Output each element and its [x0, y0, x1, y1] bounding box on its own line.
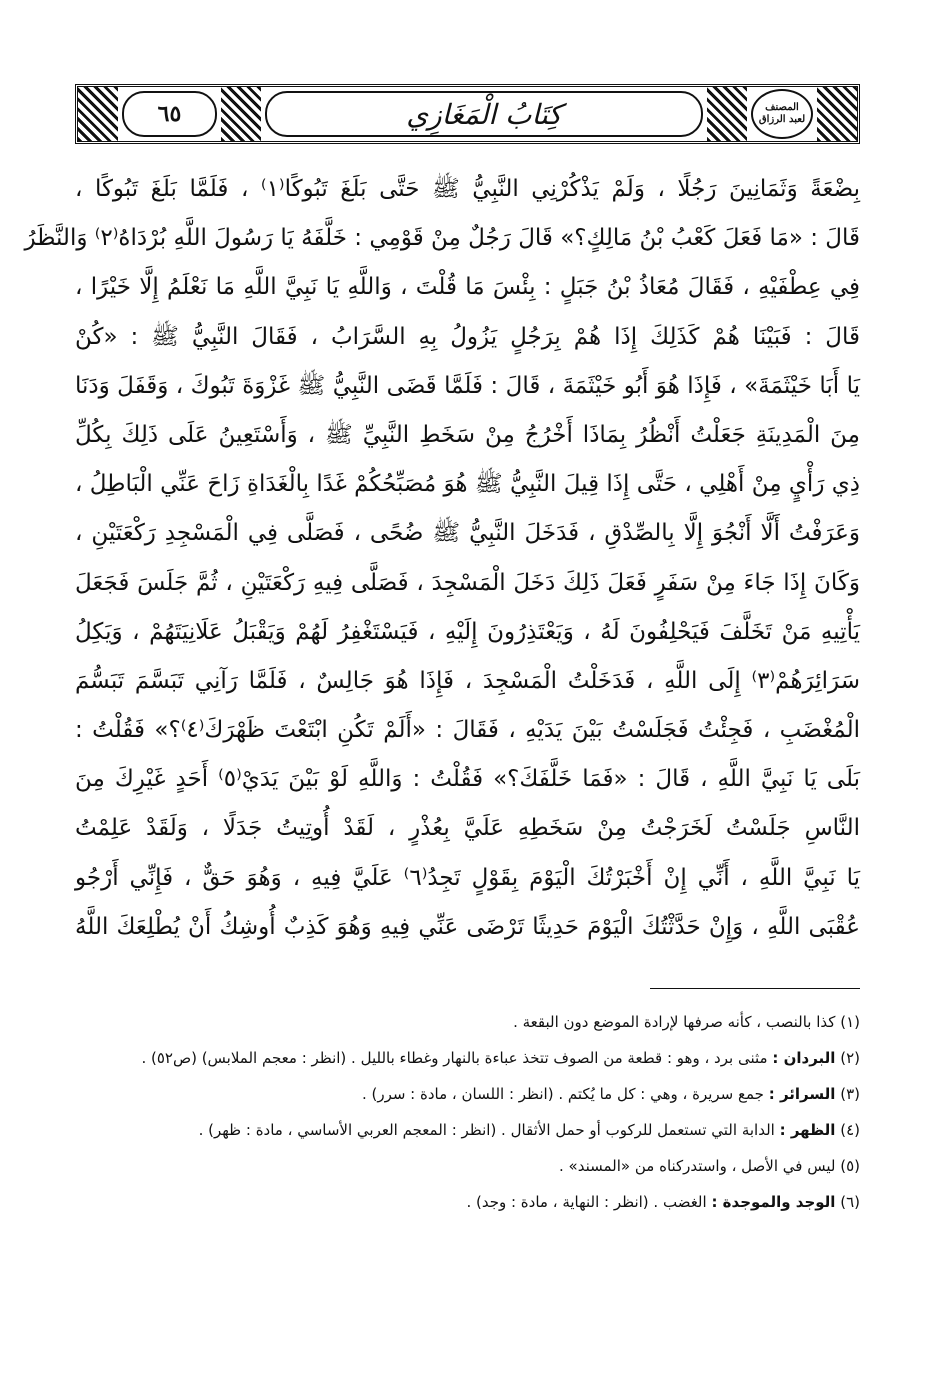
footnote-text: مثنى برد ، وهو : قطعة من الصوف تتخذ عباءة بالنهار وغطاء بالليل . (انظر : معجم الملابس) (ص٥٢) .	[141, 1049, 768, 1067]
footnote	[75, 1077, 860, 1111]
footnote-text: ليس في الأصل ، واستدركناه من «المسند» .	[559, 1157, 836, 1175]
main-text	[24, 165, 860, 952]
text-line: الْمُغْضَبِ ، فَجِئْتُ فَجَلَسْتُ بَيْنَ يَدَيْهِ ، فَقَالَ : «أَلَمْ تَكُنِ ابْتَعْتَ ظَهْرَكَ⁽٤⁾؟» فَقُلْتُ :	[75, 717, 860, 744]
footnote-text: الدابة التي تستعمل للركوب أو حمل الأثقال . (انظر : المعجم العربي الأساسي ، مادة : ظهر) .	[198, 1121, 775, 1139]
footnote	[75, 1149, 860, 1183]
footnote-number: (٦)	[840, 1193, 860, 1211]
text-line: قَالَ : فَبَيْنَا هُمْ كَذَلِكَ إِذَا هُمْ بِرَجُلٍ يَزُولُ بِهِ السَّرَابُ ، فَقَالَ النَّبِيُّ ﷺ : «كُنْ	[75, 323, 860, 350]
ornament-right	[817, 87, 857, 141]
text-line: وَكَانَ إِذَا جَاءَ مِنْ سَفَرٍ فَعَلَ ذَلِكَ دَخَلَ الْمَسْجِدَ ، فَصَلَّى فِيهِ رَكْعَتَيْنِ ، ثُمَّ جَلَسَ فَجَعَلَ	[75, 569, 860, 596]
footnote-term: الوجد والموجدة :	[711, 1193, 836, 1211]
footnote-number: (٥)	[840, 1157, 860, 1175]
text-line: مِنَ الْمَدِينَةِ جَعَلْتُ أَنْظُرُ بِمَاذَا أَخْرُجُ مِنْ سَخَطِ النَّبِيِّ ﷺ ، وَأَسْتَعِينُ عَلَى ذَلِكَ بِكُلِّ	[75, 421, 860, 448]
text-line: بَلَى يَا نَبِيَّ اللَّهِ ، قَالَ : «فَمَا خَلَّفَكَ؟» فَقُلْتُ : وَاللَّهِ لَوْ بَيْنَ يَدَيْ⁽٥⁾ أَحَدٍ غَيْرِكَ مِنَ	[75, 766, 860, 793]
footnote	[75, 1005, 860, 1039]
footnote	[75, 1041, 860, 1075]
footnote-text: جمع سريرة ، وهي : كل ما يُكتم . (انظر : اللسان ، مادة : سرر) .	[361, 1085, 764, 1103]
footnote-text: كذا بالنصب ، كأنه صرفها لإرادة الموضع دون البقعة .	[513, 1013, 836, 1031]
text-line: بِضْعَةً وَثَمَانِينَ رَجُلًا ، وَلَمْ يَذْكُرْنِي النَّبِيُّ ﷺ حَتَّى بَلَغَ تَبُوكًا⁽١⁾ ، فَلَمَّا بَلَغَ تَبُوكًا ،	[75, 176, 860, 202]
footnote-number: (٣)	[840, 1085, 860, 1103]
book-logo	[751, 89, 813, 139]
footnotes	[75, 1005, 860, 1221]
text-line: يَا أَبَا خَيْثَمَةَ» ، فَإِذَا هُوَ أَبُو خَيْثَمَةَ ، قَالَ : فَلَمَّا قَضَى النَّبِيُّ ﷺ غَزْوَةَ تَبُوكَ ، وَقَفَلَ وَدَنَا	[75, 372, 860, 399]
logo-text-1: المصنف	[765, 102, 799, 113]
chapter-title: كِتَابُ الْمَغَازِي	[265, 91, 703, 137]
footnote-number: (٢)	[840, 1049, 860, 1067]
ornament-left	[78, 87, 118, 141]
text-line: قَالَ : «مَا فَعَلَ كَعْبُ بْنُ مَالِكٍ؟» قَالَ رَجُلٌ مِنْ قَوْمِي : خَلَّفَهُ يَا رَسُولَ اللَّهِ بُرْدَاهُ⁽٢⁾ وَالنَّظَرُ	[24, 225, 860, 252]
text-line: وَعَرَفْتُ أَلَّا أَنْجُوَ إِلَّا بِالصِّدْقِ ، فَدَخَلَ النَّبِيُّ ﷺ ضُحًى ، فَصَلَّى فِي الْمَسْجِدِ رَكْعَتَيْنِ ،	[75, 520, 860, 547]
page-number: ٦٥	[122, 91, 217, 137]
text-line: النَّاسِ جَلَسْتُ لَخَرَجْتُ مِنْ سَخَطِهِ عَلَيَّ بِعُذْرٍ ، لَقَدْ أُوتِيتُ جَدَلًا ، وَلَقَدْ عَلِمْتُ	[75, 815, 860, 842]
footnote-term: السرائر :	[768, 1085, 836, 1103]
footnote-number: (٤)	[840, 1121, 860, 1139]
logo-text-2: لعبد الرزاق	[758, 114, 806, 125]
text-line: يَا نَبِيَّ اللَّهِ ، أَنِّي إِنْ أَخْبَرْتُكَ الْيَوْمَ بِقَوْلٍ تَجِدُ⁽٦⁾ عَلَيَّ فِيهِ ، وَهُوَ حَقٌّ ، فَإِنِّي أَرْجُو	[75, 864, 860, 891]
text-line: يَأْتِيهِ مَنْ تَخَلَّفَ فَيَحْلِفُونَ لَهُ ، وَيَعْتَذِرُونَ إِلَيْهِ ، فَيَسْتَغْفِرُ لَهُمْ وَيَقْبَلُ عَلَانِيَتَهُمْ ، وَيَكِلُ	[75, 618, 860, 645]
footnote-text: الغضب . (انظر : النهاية ، مادة : وجد) .	[466, 1193, 707, 1211]
footnote-term: الظهر :	[779, 1121, 836, 1139]
text-line: سَرَائِرَهُمْ⁽٣⁾ إِلَى اللَّهِ ، فَدَخَلْتُ الْمَسْجِدَ ، فَإِذَا هُوَ جَالِسٌ ، فَلَمَّا رَآنِي تَبَسَّمَ تَبَسُّمَ	[75, 667, 860, 694]
text-line: عُقْبَى اللَّهِ ، وَإِنْ حَدَّثْتُكَ الْيَوْمَ حَدِيثًا تَرْضَى عَنِّي فِيهِ وَهُوَ كَذِبٌ أُوشِكُ أَنْ يُطْلِعَكَ اللَّهُ	[75, 913, 860, 940]
footnote-number: (١)	[840, 1013, 860, 1031]
footnote	[75, 1185, 860, 1219]
page-header	[75, 84, 860, 144]
footnote-separator	[650, 988, 860, 989]
footnote	[75, 1113, 860, 1147]
footnote-term: البردان :	[772, 1049, 836, 1067]
ornament	[707, 87, 747, 141]
ornament	[221, 87, 261, 141]
text-line: ذِي رَأْيٍ مِنْ أَهْلِي ، حَتَّى إِذَا قِيلَ النَّبِيُّ ﷺ هُوَ مُصَبِّحُكُمْ غَدًا بِالْغَدَاةِ زَاحَ عَنِّي الْبَاطِلُ ،	[75, 471, 860, 498]
text-line: فِي عِطْفَيْهِ ، فَقَالَ مُعَاذُ بْنُ جَبَلٍ : بِئْسَ مَا قُلْتَ ، وَاللَّهِ يَا نَبِيَّ اللَّهِ مَا نَعْلَمُ إِلَّا خَيْرًا ،	[75, 274, 860, 301]
